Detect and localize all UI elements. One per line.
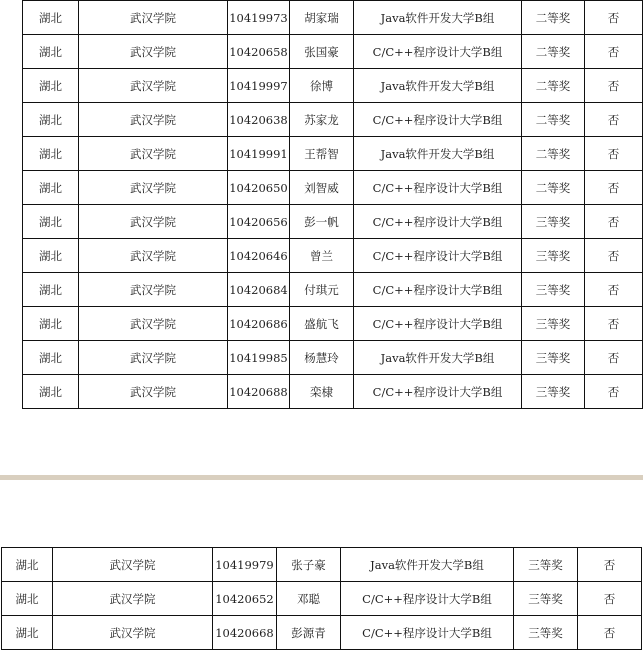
advance-flag-cell: 否 [585,375,643,409]
table-row [23,239,643,273]
province-cell: 湖北 [2,616,53,650]
table-row [2,548,642,582]
competition-group-cell: Java软件开发大学B组 [354,1,522,35]
student-name-cell: 付琪元 [290,273,354,307]
competition-group-cell: C/C++程序设计大学B组 [354,35,522,69]
province-cell: 湖北 [23,239,79,273]
student-name-cell: 曾兰 [290,239,354,273]
results-table-top [22,0,643,409]
school-cell: 武汉学院 [79,103,228,137]
student-id-cell: 10419985 [228,341,290,375]
school-cell: 武汉学院 [79,273,228,307]
award-level-cell: 三等奖 [522,307,585,341]
table-row [23,137,643,171]
competition-group-cell: C/C++程序设计大学B组 [341,582,514,616]
school-cell: 武汉学院 [79,137,228,171]
school-cell: 武汉学院 [79,1,228,35]
advance-flag-cell: 否 [585,307,643,341]
table-row [23,307,643,341]
advance-flag-cell: 否 [585,1,643,35]
advance-flag-cell: 否 [585,103,643,137]
advance-flag-cell: 否 [585,137,643,171]
advance-flag-cell: 否 [585,239,643,273]
school-cell: 武汉学院 [53,582,213,616]
student-id-cell: 10420688 [228,375,290,409]
student-name-cell: 徐博 [290,69,354,103]
student-id-cell: 10420650 [228,171,290,205]
award-level-cell: 二等奖 [522,137,585,171]
student-name-cell: 张国豪 [290,35,354,69]
competition-group-cell: C/C++程序设计大学B组 [354,307,522,341]
student-name-cell: 盛航飞 [290,307,354,341]
table-row [23,341,643,375]
student-id-cell: 10420658 [228,35,290,69]
student-id-cell: 10420668 [213,616,277,650]
province-cell: 湖北 [23,205,79,239]
province-cell: 湖北 [2,548,53,582]
award-level-cell: 三等奖 [522,375,585,409]
advance-flag-cell: 否 [585,35,643,69]
province-cell: 湖北 [23,171,79,205]
province-cell: 湖北 [23,69,79,103]
student-name-cell: 栾棣 [290,375,354,409]
award-level-cell: 三等奖 [514,616,578,650]
student-name-cell: 王帮智 [290,137,354,171]
competition-group-cell: Java软件开发大学B组 [354,69,522,103]
advance-flag-cell: 否 [585,171,643,205]
table-row [23,103,643,137]
award-level-cell: 三等奖 [522,273,585,307]
student-id-cell: 10419973 [228,1,290,35]
student-name-cell: 张子豪 [277,548,341,582]
province-cell: 湖北 [2,582,53,616]
student-id-cell: 10420686 [228,307,290,341]
competition-group-cell: Java软件开发大学B组 [341,548,514,582]
competition-group-cell: C/C++程序设计大学B组 [354,375,522,409]
table-row [23,35,643,69]
school-cell: 武汉学院 [79,239,228,273]
award-level-cell: 三等奖 [522,341,585,375]
award-level-cell: 二等奖 [522,103,585,137]
advance-flag-cell: 否 [585,273,643,307]
province-cell: 湖北 [23,103,79,137]
table-row [23,69,643,103]
province-cell: 湖北 [23,1,79,35]
student-name-cell: 刘智威 [290,171,354,205]
competition-group-cell: C/C++程序设计大学B组 [354,205,522,239]
student-id-cell: 10419991 [228,137,290,171]
province-cell: 湖北 [23,137,79,171]
school-cell: 武汉学院 [79,375,228,409]
advance-flag-cell: 否 [585,205,643,239]
province-cell: 湖北 [23,35,79,69]
province-cell: 湖北 [23,307,79,341]
province-cell: 湖北 [23,273,79,307]
award-level-cell: 三等奖 [522,205,585,239]
student-name-cell: 杨慧玲 [290,341,354,375]
table-row [23,375,643,409]
table-row [23,1,643,35]
school-cell: 武汉学院 [53,616,213,650]
table-row [2,616,642,650]
competition-group-cell: C/C++程序设计大学B组 [354,273,522,307]
competition-group-cell: C/C++程序设计大学B组 [354,239,522,273]
student-id-cell: 10420684 [228,273,290,307]
competition-group-cell: C/C++程序设计大学B组 [354,103,522,137]
school-cell: 武汉学院 [79,307,228,341]
competition-group-cell: Java软件开发大学B组 [354,137,522,171]
award-level-cell: 二等奖 [522,1,585,35]
award-level-cell: 三等奖 [514,582,578,616]
school-cell: 武汉学院 [79,35,228,69]
advance-flag-cell: 否 [578,548,642,582]
student-id-cell: 10419997 [228,69,290,103]
advance-flag-cell: 否 [585,341,643,375]
award-level-cell: 二等奖 [522,69,585,103]
advance-flag-cell: 否 [578,582,642,616]
student-id-cell: 10420652 [213,582,277,616]
school-cell: 武汉学院 [79,341,228,375]
award-level-cell: 三等奖 [522,239,585,273]
student-name-cell: 彭源青 [277,616,341,650]
table-row [23,273,643,307]
school-cell: 武汉学院 [53,548,213,582]
award-level-cell: 三等奖 [514,548,578,582]
competition-group-cell: C/C++程序设计大学B组 [354,171,522,205]
school-cell: 武汉学院 [79,69,228,103]
advance-flag-cell: 否 [585,69,643,103]
table-row [23,205,643,239]
table-row [23,171,643,205]
province-cell: 湖北 [23,375,79,409]
advance-flag-cell: 否 [578,616,642,650]
student-name-cell: 胡家瑞 [290,1,354,35]
table-row [2,582,642,616]
results-table-bottom [1,547,642,650]
student-id-cell: 10419979 [213,548,277,582]
province-cell: 湖北 [23,341,79,375]
competition-group-cell: C/C++程序设计大学B组 [341,616,514,650]
student-id-cell: 10420646 [228,239,290,273]
student-name-cell: 邓聪 [277,582,341,616]
student-id-cell: 10420656 [228,205,290,239]
competition-group-cell: Java软件开发大学B组 [354,341,522,375]
award-level-cell: 二等奖 [522,171,585,205]
student-name-cell: 苏家龙 [290,103,354,137]
school-cell: 武汉学院 [79,205,228,239]
student-name-cell: 彭一帆 [290,205,354,239]
page-separator [0,475,643,480]
school-cell: 武汉学院 [79,171,228,205]
award-level-cell: 二等奖 [522,35,585,69]
student-id-cell: 10420638 [228,103,290,137]
